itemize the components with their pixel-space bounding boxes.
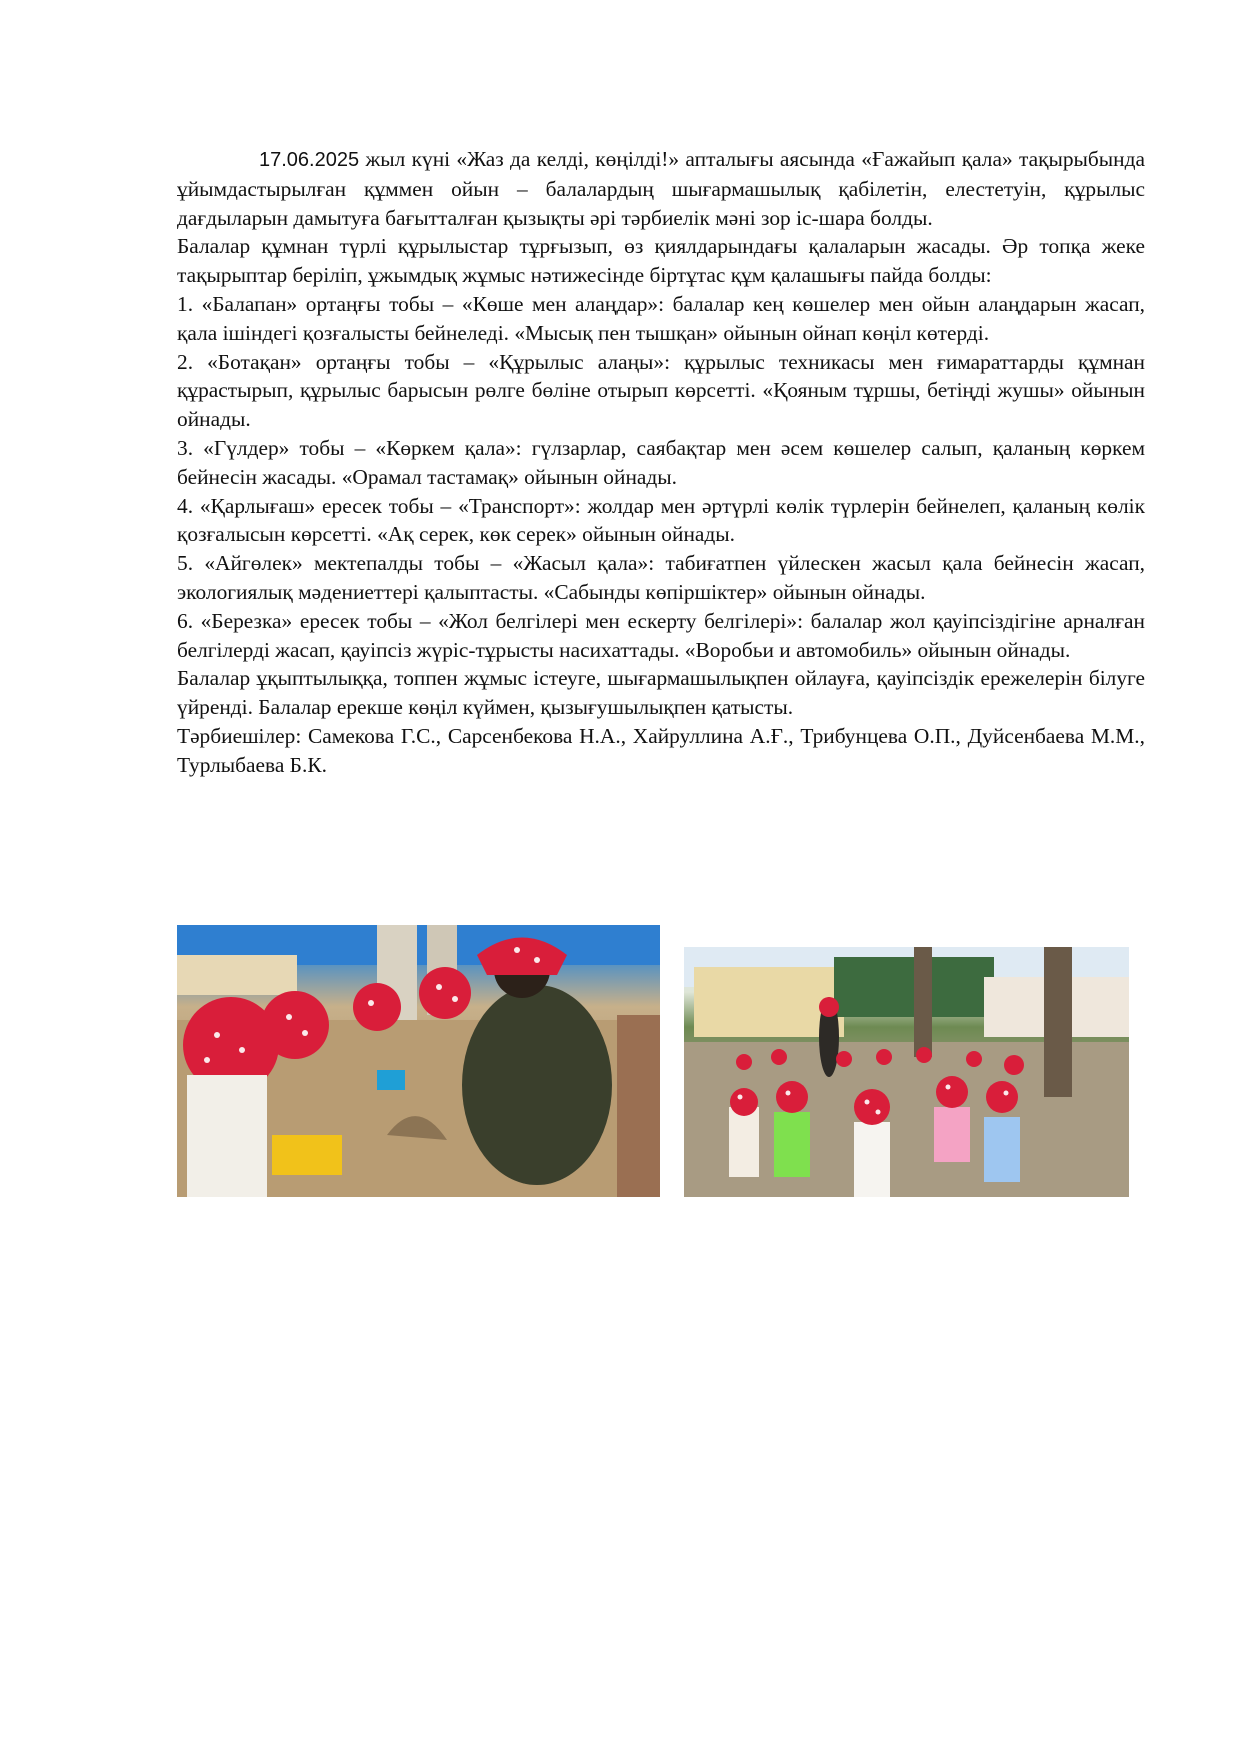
sandbox-photo [177,925,660,1197]
circle-game-photo [684,947,1129,1197]
intro-paragraph [177,145,1145,232]
circle-game-photo-drawing [684,947,1129,1197]
list-item-6: 6. «Березка» ересек тобы – «Жол белгілері мен ескерту белгілері»: балалар жол қауіпсіздігіне арналған белгілерді жасап, қауіпсіз жүріс-тұрысты насихаттады. «Воробьи и автомобиль» ойынын ойнады. [177,608,1145,662]
list-item-3: 3. «Гүлдер» тобы – «Көркем қала»: гүлзарлар, саябақтар мен әсем көшелер салып, қаланың көркем бейнесін жасады. «Орамал тастамақ» ойынын ойнады. [177,435,1145,489]
conclusion-paragraph: Балалар ұқыптылыққа, топпен жұмыс істеуге, шығармашылықпен ойлауға, қауіпсіздік ережелерін білуге үйренді. Балалар ерекше көңіл күймен, қызығушылықпен қатысты. [177,666,1145,720]
list-item-5: 5. «Айгөлек» мектепалды тобы – «Жасыл қала»: табиғатпен үйлескен жасыл қала бейнесін жасап, экологиялық мәдениеттері қалыптасты. «Сабынды көпіршіктер» ойынын ойнады. [177,551,1145,604]
event-date: 17.06.2025 [259,149,360,171]
list-item-4: 4. «Қарлығаш» ересек тобы – «Транспорт»: жолдар мен әртүрлі көлік түрлерін бейнелеп, қаланың көлік қозғалысын көрсетті. «Ақ серек, көк серек» ойынын ойнады. [177,493,1145,547]
article-body [177,145,1145,780]
list-item-2: 2. «Ботақан» ортаңғы тобы – «Құрылыс алаңы»: құрылыс техникасы мен ғимараттарды құмнан құрастырып, құрылыс барысын рөлге бөліне отырып көрсетті. «Қояным тұршы, бетіңді жушы» ойынын ойнады. [177,349,1145,432]
paragraph-2: Балалар құмнан түрлі құрылыстар тұрғызып, өз қиялдарындағы қалаларын жасады. Әр топқа жеке тақырыптар беріліп, ұжымдық жұмыс нәтижесінде біртұтас құм қалашығы пайда болды: [177,234,1145,288]
list-item-1: 1. «Балапан» ортаңғы тобы – «Көше мен алаңдар»: балалар кең көшелер мен ойын алаңдарын жасап, қала ішіндегі қозғалысты бейнеледі. «Мысық пен тышқан» ойынын ойнап көңіл көтерді. [177,291,1145,345]
teachers-paragraph: Тәрбиешілер: Самекова Г.С., Сарсенбекова Н.А., Хайруллина А.Ғ., Трибунцева О.П., Дуйсенбаева М.М., Турлыбаева Б.К. [177,723,1145,777]
intro-text: жыл күні «Жаз да келді, көңілді!» апталығы аясында «Ғажайып қала» тақырыбында ұйымдастырылған құммен ойын – балалардың шығармашылық қабілетін, елестетуін, құрылыс дағдыларын дамытуға бағытталған қызықты әрі тәрбиелік мәні зор іс-шара болды. [177,147,1145,230]
sandbox-photo-drawing [177,925,660,1197]
